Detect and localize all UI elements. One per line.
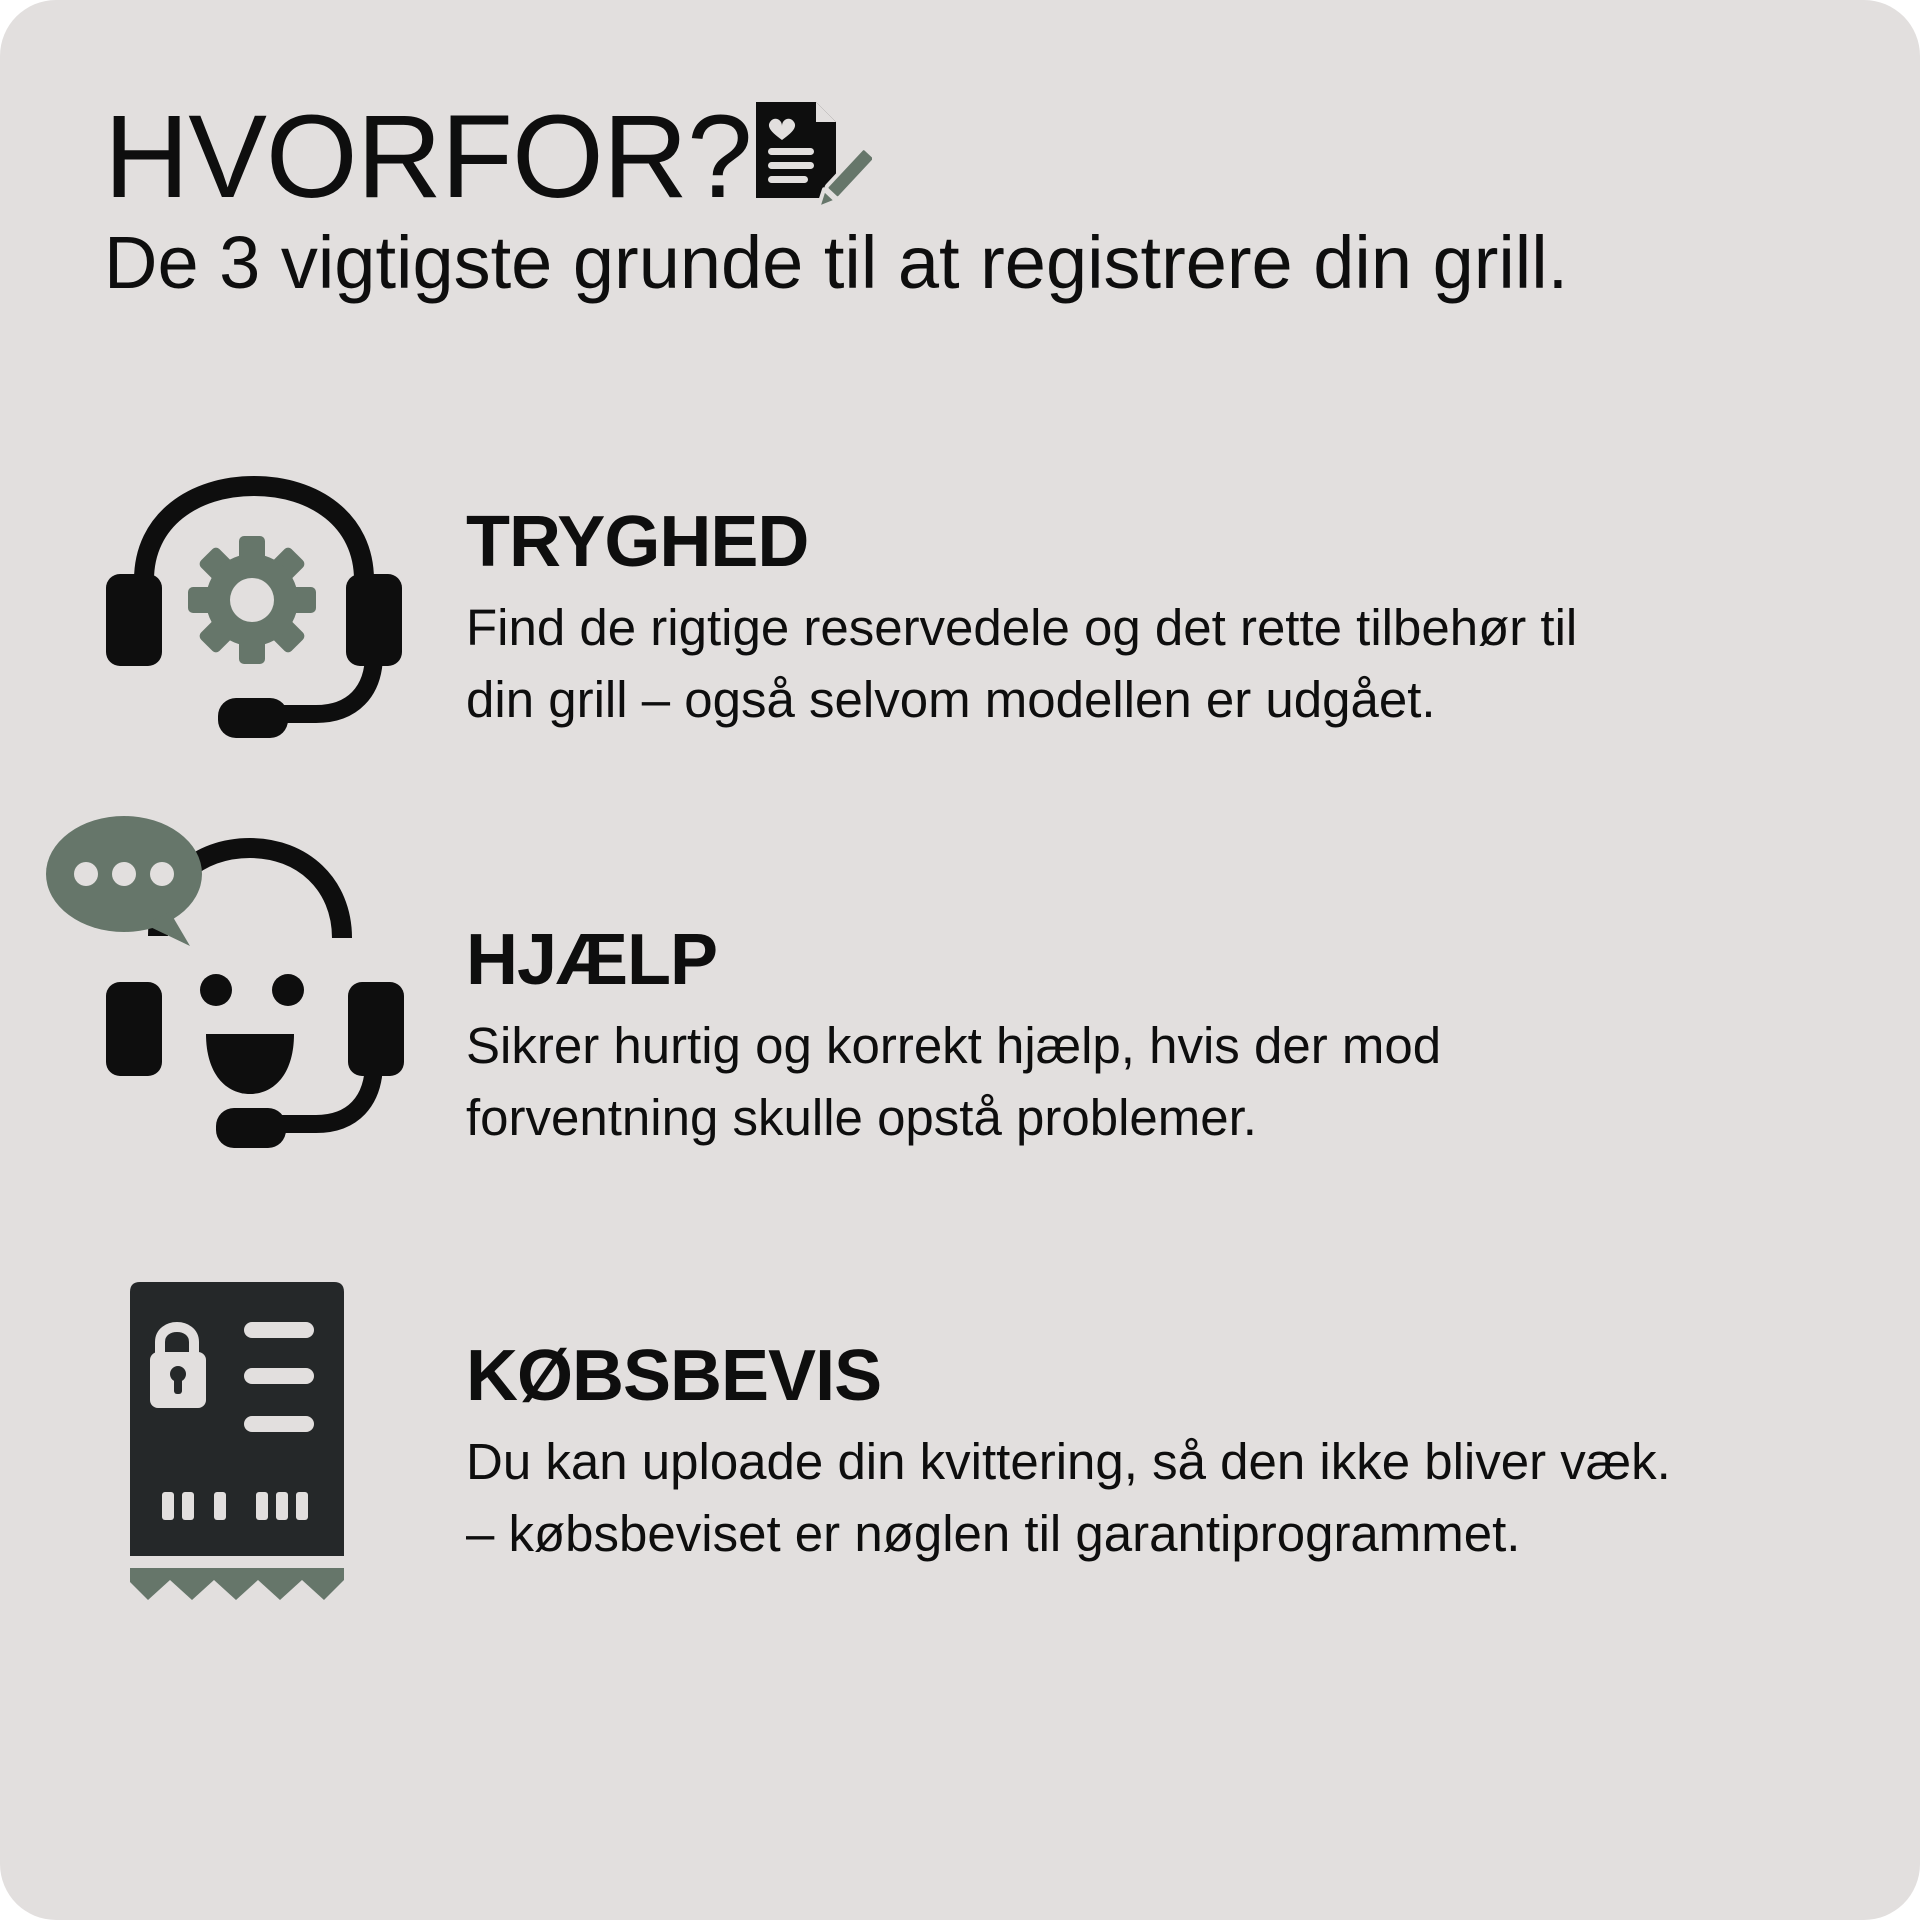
headset-gear-icon [104,476,404,738]
feature-description-line: Find de rigtige reservedele og det rette tilbehør til [466,599,1578,656]
support-agent-chat-icon [40,812,410,1152]
feature-description [466,1426,1886,1570]
feature-title: HJÆLP [466,920,718,1000]
feature-description-line: Sikrer hurtig og korrekt hjælp, hvis der mod [466,1017,1442,1074]
feature-title: TRYGHED [466,502,809,582]
feature-description [466,1010,1886,1154]
feature-title: KØBSBEVIS [466,1336,882,1416]
feature-kobsbevis [466,1336,1886,1570]
document-pen-icon [752,96,872,220]
receipt-lock-icon [130,1282,350,1602]
feature-description-line: forventning skulle opstå problemer. [466,1089,1257,1146]
feature-description-line: Du kan uploade din kvittering, så den ikke bliver væk. [466,1433,1671,1490]
page-subtitle: De 3 vigtigste grunde til at registrere din grill. [104,221,1569,304]
feature-tryghed [466,502,1886,736]
feature-hjaelp [466,920,1886,1154]
feature-description-line: din grill – også selvom modellen er udgået. [466,671,1436,728]
feature-description [466,592,1886,736]
feature-description-line: – købsbeviset er nøglen til garantiprogrammet. [466,1505,1521,1562]
page-title: HVORFOR? [104,91,752,223]
